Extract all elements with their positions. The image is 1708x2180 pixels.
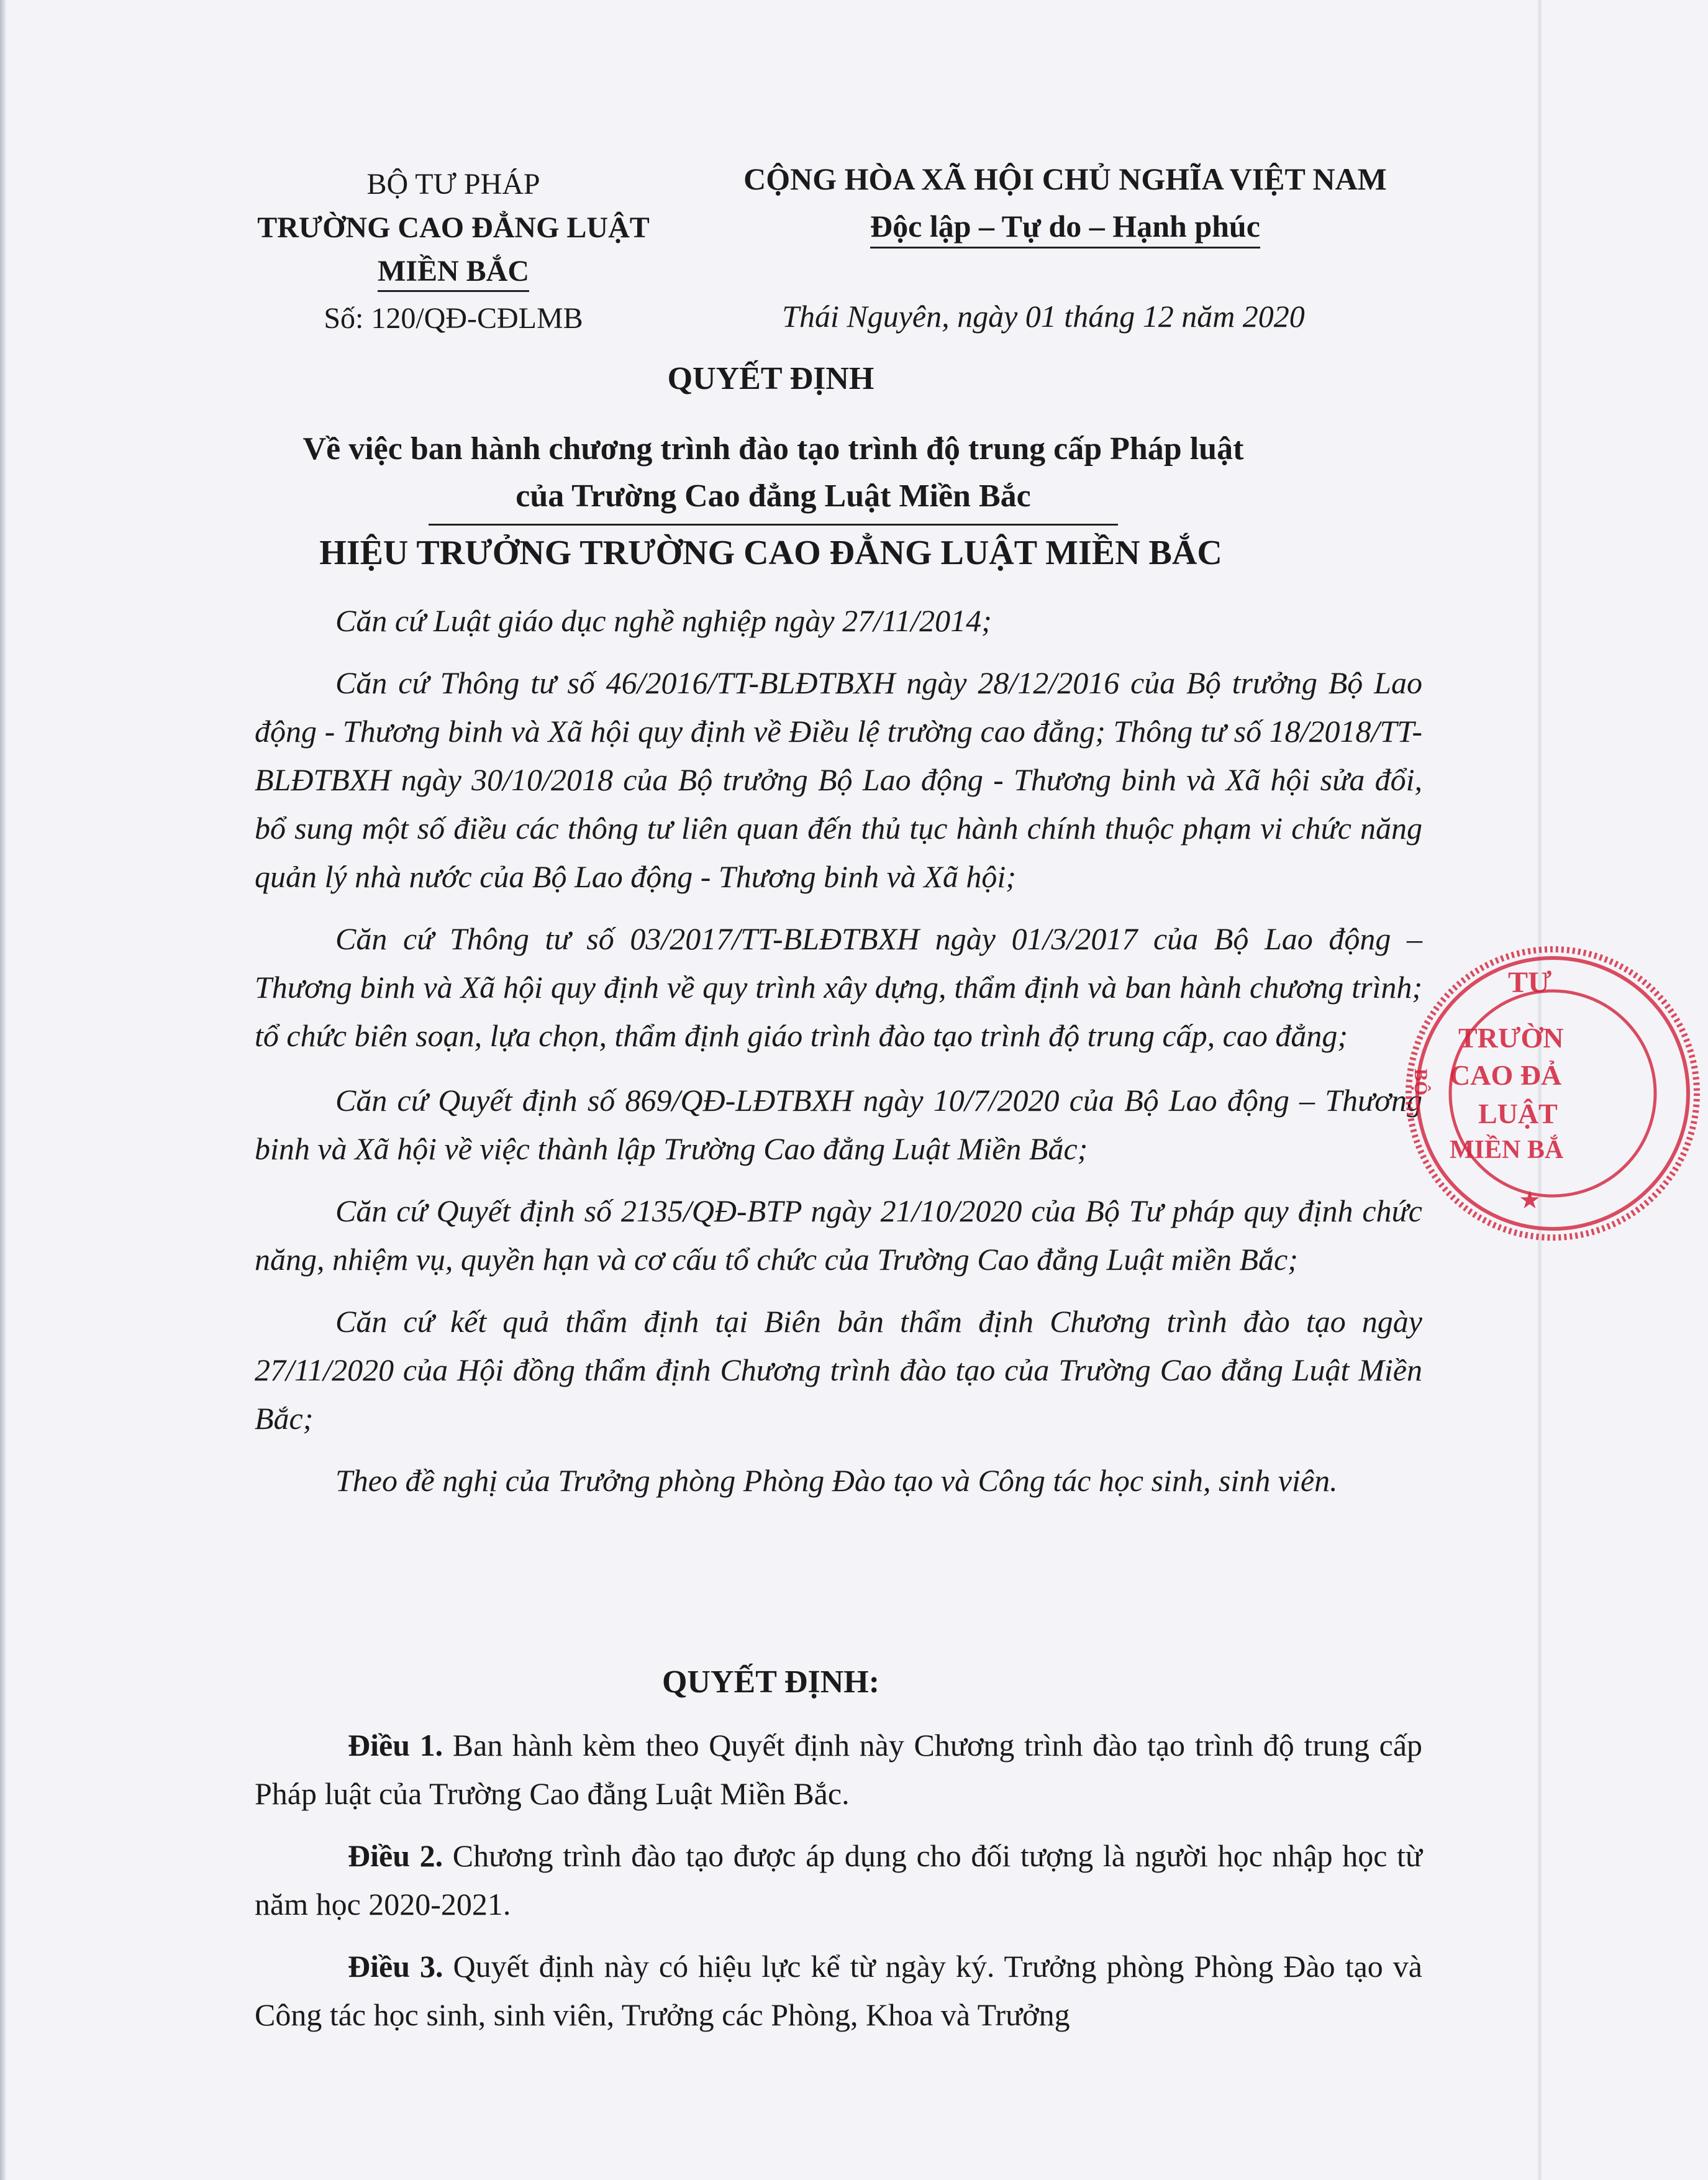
- ministry-name: BỘ TƯ PHÁP: [366, 168, 540, 201]
- preamble-item: Căn cứ Quyết định số 869/QĐ-LĐTBXH ngày 10/7/2020 của Bộ Lao động – Thương binh và Xã hội về việc thành lập Trường Cao đẳng Luật Miền Bắc;: [255, 1083, 1422, 1166]
- national-motto: Độc lập – Tự do – Hạnh phúc: [870, 208, 1260, 249]
- seal-text-side: BỘ: [1410, 1069, 1431, 1096]
- scan-edge-left: [0, 0, 6, 2180]
- article-1: [255, 1721, 1422, 1818]
- seal-text-line3: LUẬT: [1478, 1098, 1558, 1129]
- article-label: Điều 1.: [348, 1728, 443, 1763]
- school-name-line1: TRƯỜNG CAO ĐẲNG LUẬT: [257, 211, 650, 244]
- preamble-item: Căn cứ Thông tư số 03/2017/TT-BLĐTBXH ngày 01/3/2017 của Bộ Lao động – Thương binh và Xã hội quy định về quy trình xây dựng, thẩm định và ban hành chương trình; tổ chức biên soạn, lựa chọn, thẩm định giáo trình đào tạo trình độ trung cấp, cao đẳng;: [255, 921, 1422, 1053]
- subject-line2: của Trường Cao đẳng Luật Miền Bắc: [429, 473, 1118, 526]
- national-heading: [708, 155, 1422, 250]
- preamble-item: Căn cứ Thông tư số 46/2016/TT-BLĐTBXH ngày 28/12/2016 của Bộ trưởng Bộ Lao động - Thương binh và Xã hội quy định về Điều lệ trường cao đẳng; Thông tư số 18/2018/TT-BLĐTBXH ngày 30/10/2018 của Bộ trưởng Bộ Lao động - Thương binh và Xã hội sửa đổi, bổ sung một số điều các thông tư liên quan đến thủ tục hành chính thuộc phạm vi chức năng quản lý nhà nước của Bộ Lao động - Thương binh và Xã hội;: [255, 665, 1422, 894]
- articles: [255, 1721, 1422, 2053]
- preamble-item: Theo đề nghị của Trưởng phòng Phòng Đào tạo và Công tác học sinh, sinh viên.: [335, 1463, 1338, 1498]
- document-subject: [186, 426, 1360, 526]
- article-label: Điều 2.: [348, 1838, 443, 1873]
- article-text: Ban hành kèm theo Quyết định này Chương trình đào tạo trình độ trung cấp Pháp luật của Trường Cao đẳng Luật Miền Bắc.: [255, 1728, 1423, 1811]
- preamble-item: Căn cứ Luật giáo dục nghề nghiệp ngày 27/11/2014;: [335, 603, 992, 638]
- document-title: QUYẾT ĐỊNH: [667, 361, 874, 396]
- seal-rings: [1397, 944, 1708, 1243]
- issue-date: Thái Nguyên, ngày 01 tháng 12 năm 2020: [782, 299, 1305, 334]
- subject-line1: Về việc ban hành chương trình đào tạo trình độ trung cấp Pháp luật: [302, 431, 1244, 467]
- document-number: Số: 120/QĐ-CĐLMB: [324, 302, 583, 335]
- seal-text-line2: CAO ĐẢ: [1450, 1059, 1562, 1091]
- seal-star: ★: [1519, 1186, 1541, 1214]
- article-label: Điều 3.: [348, 1949, 443, 1984]
- preamble-item: Căn cứ kết quả thẩm định tại Biên bản thẩm định Chương trình đào tạo ngày 27/11/2020 của Hội đồng thẩm định Chương trình đào tạo của Trường Cao đẳng Luật Miền Bắc;: [255, 1304, 1422, 1436]
- seal-text-line1: TRƯỜN: [1458, 1022, 1564, 1054]
- school-name-line2: MIỀN BẮC: [378, 254, 529, 292]
- article-text: Chương trình đào tạo được áp dụng cho đối tượng là người học nhập học từ năm học 2020-2021.: [255, 1838, 1423, 1922]
- article-2: [255, 1831, 1422, 1928]
- preamble-item: Căn cứ Quyết định số 2135/QĐ-BTP ngày 21/10/2020 của Bộ Tư pháp quy định chức năng, nhiệm vụ, quyền hạn và cơ cấu tổ chức của Trường Cao đẳng Luật miền Bắc;: [255, 1193, 1422, 1277]
- country-name: CỘNG HÒA XÃ HỘI CHỦ NGHĨA VIỆT NAM: [743, 162, 1387, 196]
- seal-text-top: TƯ: [1508, 966, 1552, 999]
- article-3: [255, 1942, 1422, 2039]
- preamble: [255, 596, 1422, 1518]
- issuer-block: [205, 163, 702, 340]
- decision-heading: QUYẾT ĐỊNH:: [661, 1664, 880, 1700]
- issuing-authority: HIỆU TRƯỞNG TRƯỜNG CAO ĐẲNG LUẬT MIỀN BẮC: [319, 534, 1222, 572]
- official-seal: [1397, 944, 1708, 1243]
- article-text: Quyết định này có hiệu lực kể từ ngày ký. Trưởng phòng Phòng Đào tạo và Công tác học sinh, sinh viên, Trưởng các Phòng, Khoa và Trưởng: [255, 1949, 1422, 2032]
- seal-text-line4: MIỀN BẮ: [1450, 1136, 1564, 1164]
